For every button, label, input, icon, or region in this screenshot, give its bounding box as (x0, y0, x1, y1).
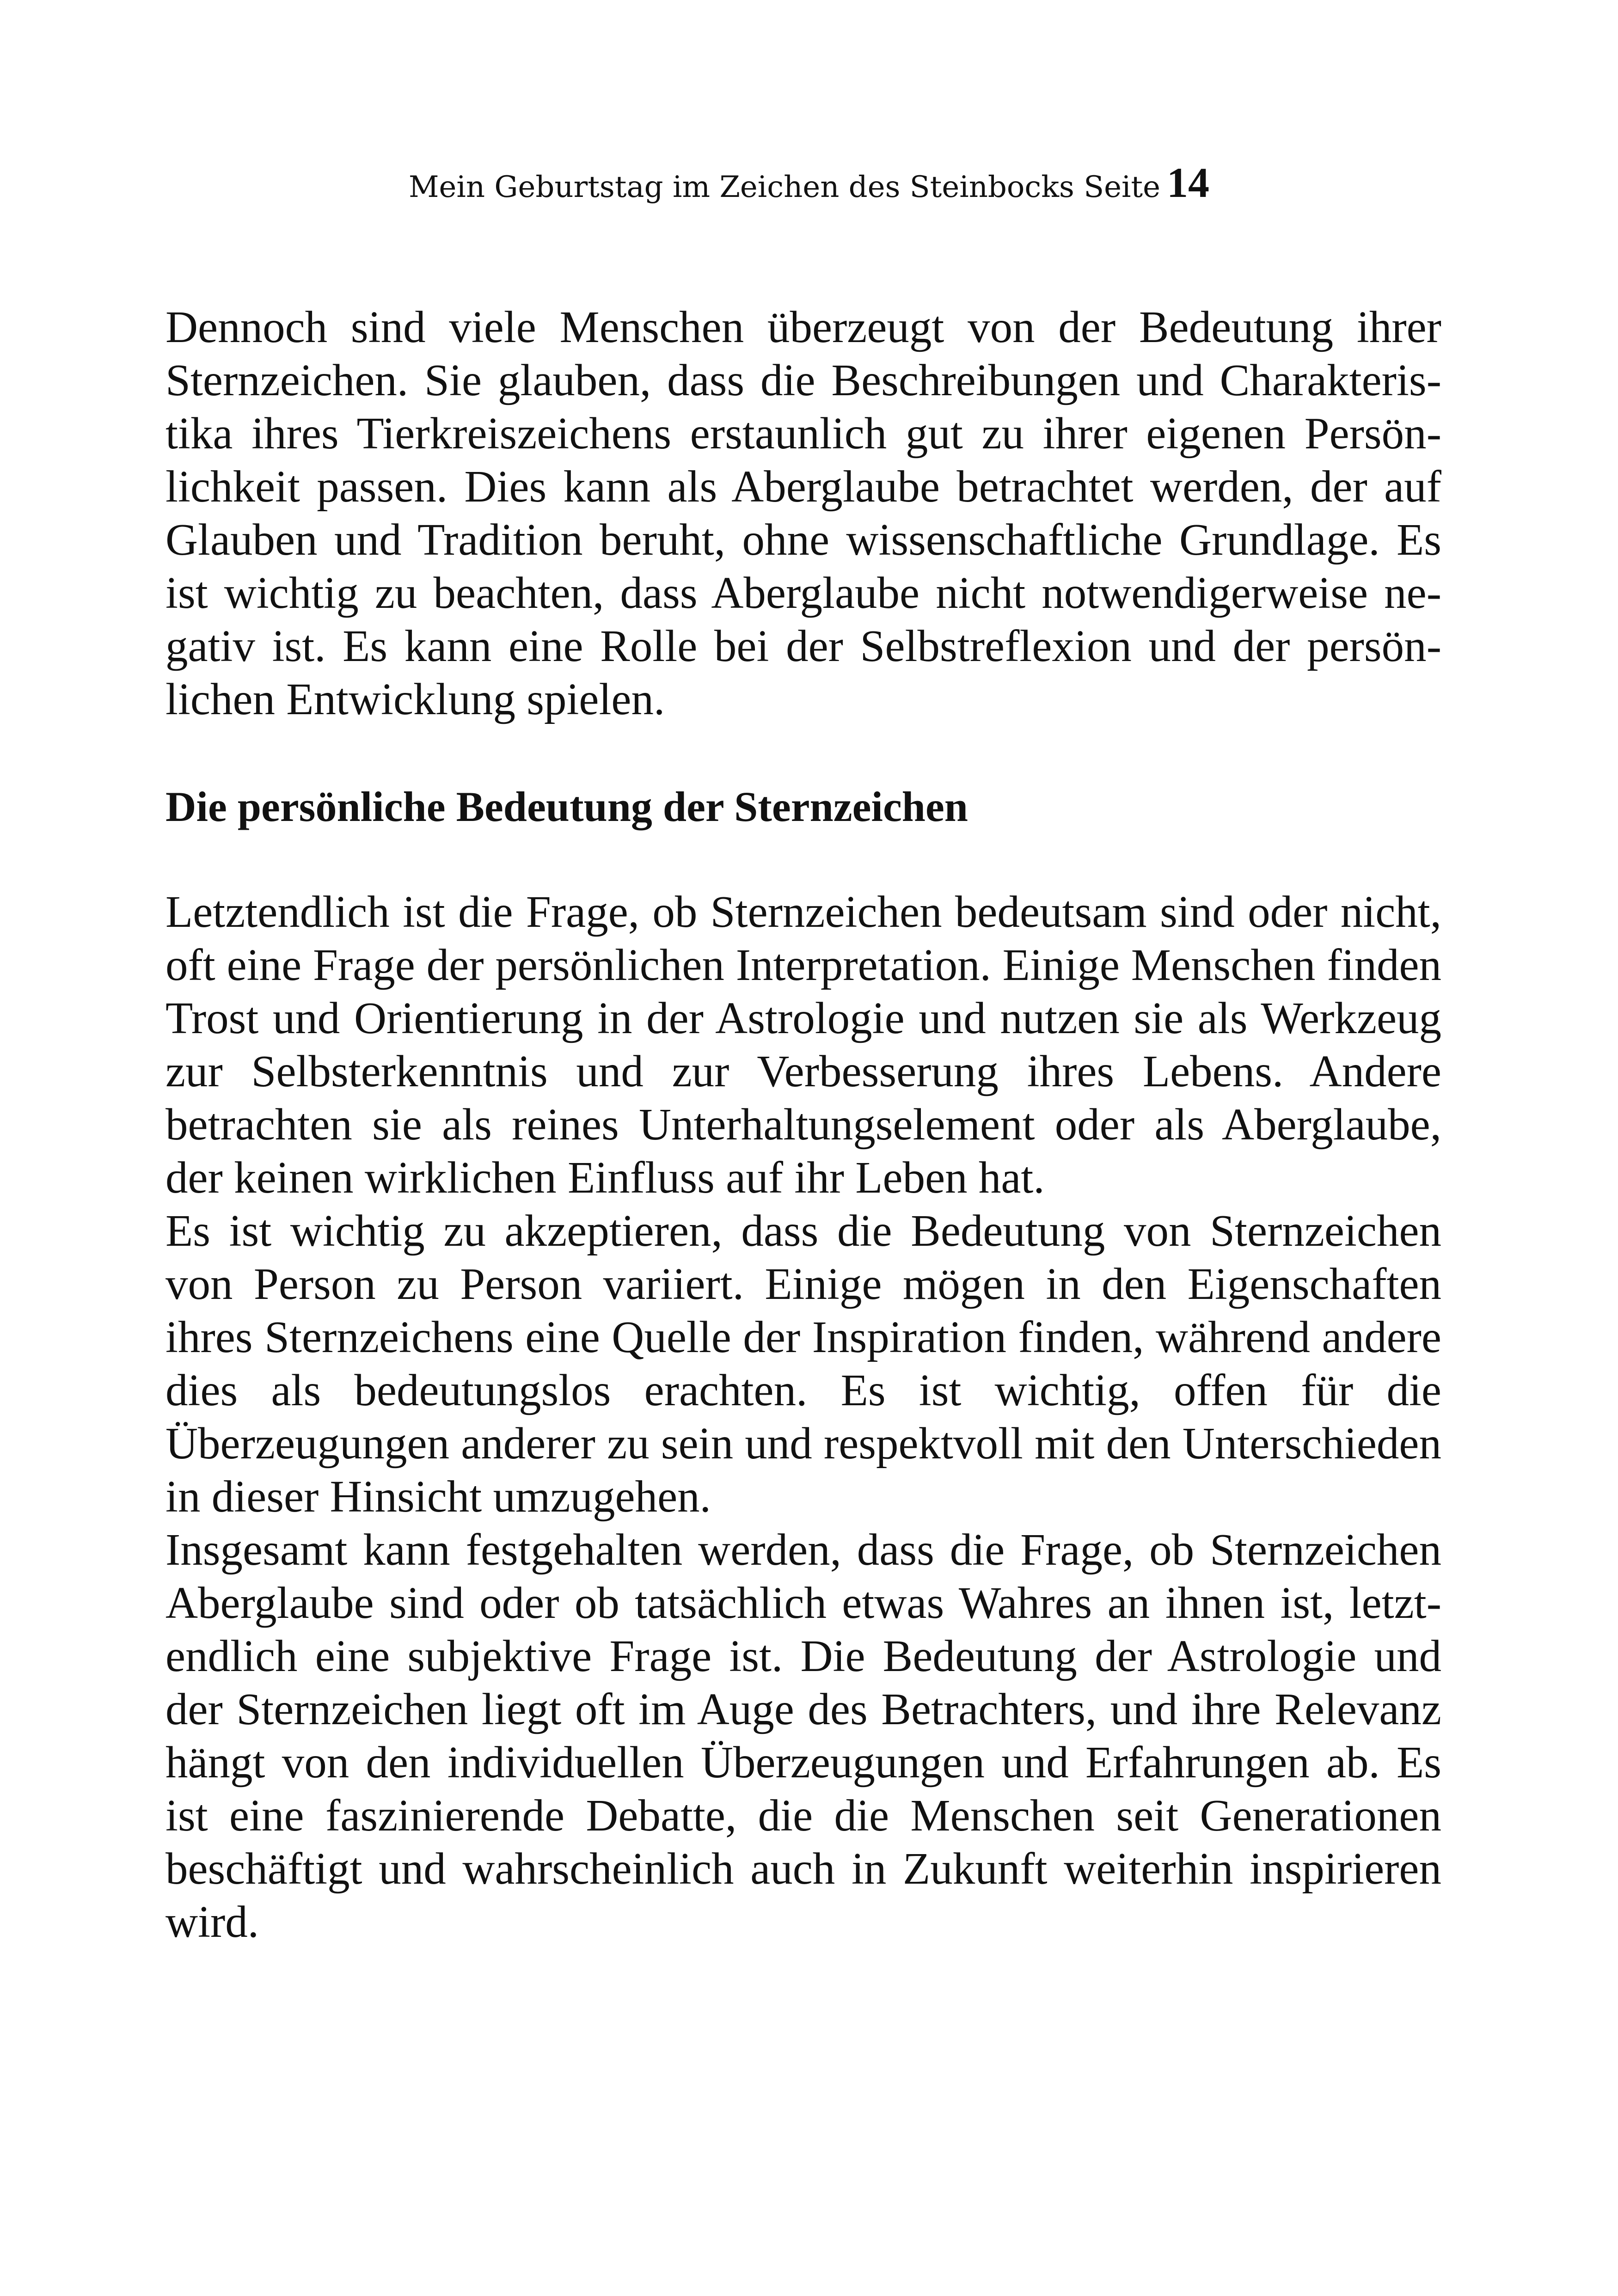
intro-paragraph-block (165, 300, 1441, 726)
section-paragraph-2: Es ist wichtig zu akzeptieren, dass die Bedeutung von Sternzeichen von Person zu Person variiert. Einige mögen in den Eigenschaften ihres Sternzeichens eine Quelle der Inspiration finden, während andere dies als bedeutungslos erachten. Es ist wichtig, offen für die Überzeugungen anderer zu sein und respektvoll mit den Unterschieden in dieser Hinsicht umzugehen. (165, 1206, 1441, 1521)
section-heading: Die persönliche Bedeutung der Sternzeichen (165, 783, 968, 830)
section-paragraph-1: Letztendlich ist die Frage, ob Sternzeichen bedeutsam sind oder nicht, oft eine Frage der persönlichen Interpretation. Einige Menschen finden Trost und Orientierung in der Astrologie und nutzen sie als Werkzeug zur Selbsterkenntnis und zur Verbesserung ihres Lebens. Andere betrachten sie als reines Unterhaltungselement oder als Aberglaube, der keinen wirklichen Einfluss auf ihr Leben hat. (165, 887, 1441, 1202)
running-title: Mein Geburtstag im Zeichen des Steinbocks (408, 170, 1074, 204)
intro-paragraph: Dennoch sind viele Menschen überzeugt von der Bedeutung ihrer Sternzeichen. Sie glauben, dass die Beschreibungen und Charakteristika ihres Tierkreiszeichens erstaunlich gut zu ihrer eigenen Persönlichkeit passen. Dies kann als Aberglaube betrachtet werden, der auf Glauben und Tradition beruht, ohne wissenschaftliche Grundlage. Es ist wichtig zu beachten, dass Aberglaube nicht notwendigerweise negativ ist. Es kann eine Rolle bei der Selbstreflexion und der persönlichen Entwicklung spielen. (165, 302, 1441, 724)
page-label: Seite (1084, 170, 1161, 204)
section-body (165, 885, 1441, 1948)
page-number: 14 (1167, 159, 1210, 206)
section-paragraph-3: Insgesamt kann festgehalten werden, dass die Frage, ob Sternzeichen Aberglaube sind oder ob tatsächlich etwas Wahres an ihnen ist, letztendlich eine subjektive Frage ist. Die Bedeutung der Astrologie und der Sternzeichen liegt oft im Auge des Betrachters, und ihre Relevanz hängt von den individuellen Überzeugungen und Erfahrungen ab. Es ist eine faszinierende Debatte, die die Menschen seit Generationen beschäftigt und wahrscheinlich auch in Zukunft weiterhin inspirieren wird. (165, 1525, 1441, 1947)
running-header (0, 159, 1618, 210)
